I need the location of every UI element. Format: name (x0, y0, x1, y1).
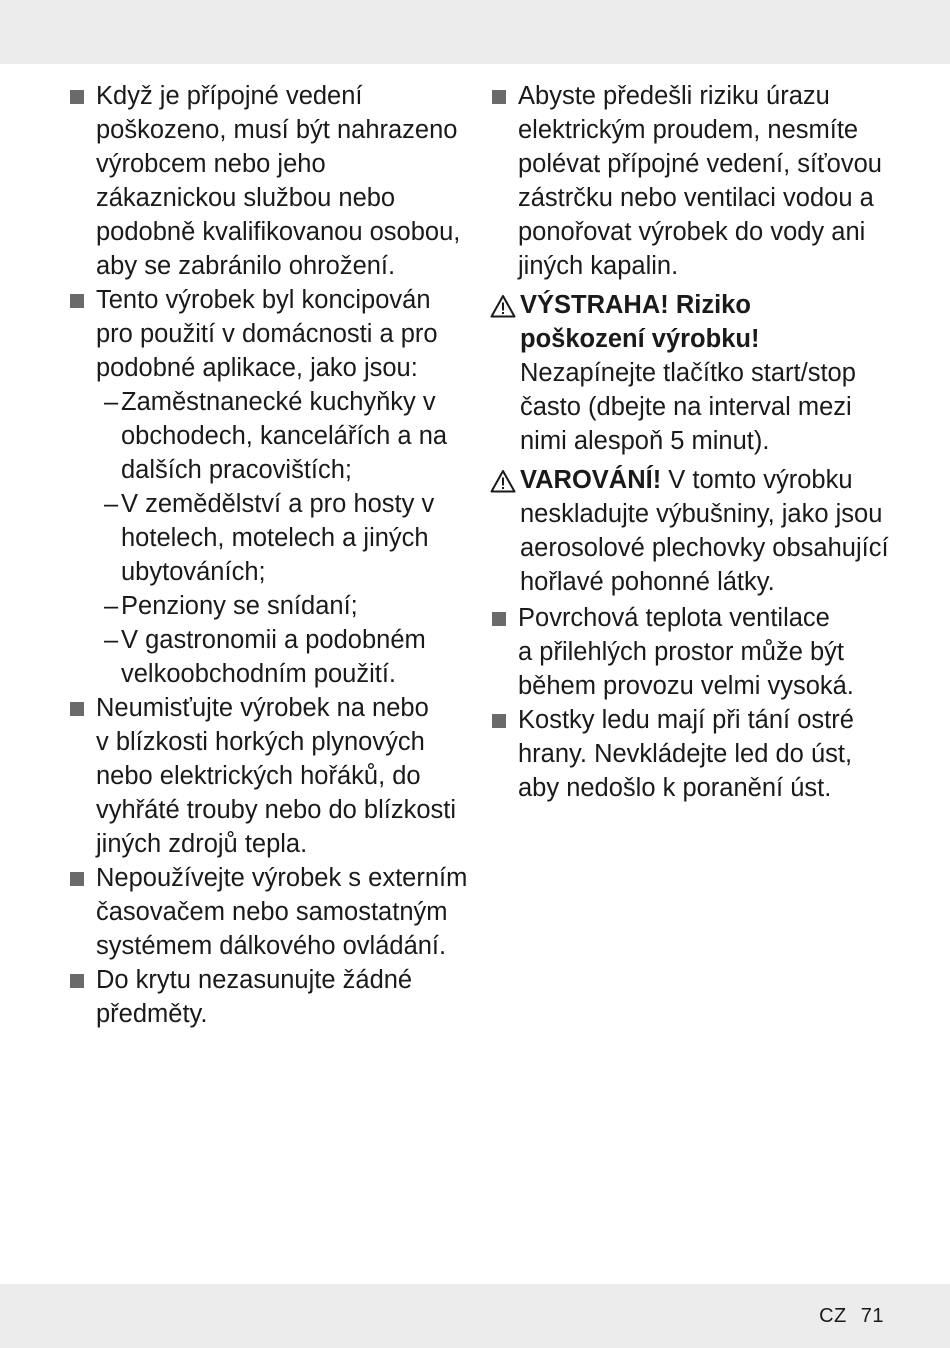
item-line: Když je přípojné vedení (96, 82, 363, 110)
page-footer (819, 1305, 884, 1328)
item-line: vyhřáté trouby nebo do blízkosti (96, 796, 457, 824)
page-number: 71 (860, 1305, 884, 1327)
item-line: podobné aplikace, jako jsou: (96, 354, 418, 382)
item-line: hořlavé pohonné látky. (520, 568, 775, 596)
list-item (490, 703, 895, 805)
item-line: často (dbejte na interval mezi (520, 393, 852, 421)
warning-triangle-icon (490, 294, 516, 318)
list-item (490, 79, 895, 283)
dash-marker: – (104, 490, 119, 518)
item-line: Zaměstnanecké kuchyňky v (121, 388, 436, 416)
item-line: nimi alespoň 5 minut). (520, 427, 770, 455)
warning-text: V tomto výrobku (668, 466, 853, 494)
square-bullet-icon (70, 974, 84, 988)
dash-marker: – (104, 592, 119, 620)
item-line: nebo elektrických hořáků, do (96, 762, 421, 790)
item-line: předměty. (96, 1000, 208, 1028)
warning-heading: VÝSTRAHA! Riziko (520, 291, 751, 319)
item-line: Neumisťujte výrobek na nebo (96, 694, 429, 722)
item-line: obchodech, kancelářích a na (121, 422, 448, 450)
square-bullet-icon (492, 612, 506, 626)
language-code: CZ (819, 1305, 847, 1327)
list-item (68, 79, 478, 283)
bottom-band (0, 1284, 950, 1348)
item-line: Povrchová teplota ventilace (518, 604, 830, 632)
square-bullet-icon (492, 714, 506, 728)
item-line: zástrčku nebo ventilaci vodou a (518, 184, 874, 212)
item-line: během provozu velmi vysoká. (518, 672, 854, 700)
item-line: jiných zdrojů tepla. (96, 830, 308, 858)
item-line: podobně kvalifikovanou osobou, (96, 218, 461, 246)
item-line: Nepoužívejte výrobek s externím (96, 864, 468, 892)
list-item (68, 861, 478, 963)
list-item (490, 601, 895, 703)
item-line: hrany. Nevkládejte led do úst, (518, 740, 853, 768)
item-line: ubytováních; (121, 558, 266, 586)
item-line: Penziony se snídaní; (121, 592, 358, 620)
dash-marker: – (104, 388, 119, 416)
item-line: systémem dálkového ovládání. (96, 932, 447, 960)
item-line: časovačem nebo samostatným (96, 898, 448, 926)
square-bullet-icon (70, 872, 84, 886)
item-line: Do krytu nezasunujte žádné (96, 966, 413, 994)
warning-heading: poškození výrobku! (520, 325, 760, 353)
top-band (0, 0, 950, 64)
warning-block-explosives (490, 463, 895, 599)
item-line: v blízkosti horkých plynových (96, 728, 425, 756)
item-line: aerosolové plechovky obsahující (520, 534, 889, 562)
item-line: Tento výrobek byl koncipován (96, 286, 431, 314)
item-line: hotelech, motelech a jiných (121, 524, 429, 552)
warning-triangle-icon (490, 469, 516, 493)
sub-list-item (68, 589, 478, 623)
item-line: V zemědělství a pro hosty v (121, 490, 435, 518)
list-item (68, 963, 478, 1031)
item-line (520, 463, 895, 497)
sub-list-item (68, 487, 478, 589)
list-item (68, 691, 478, 861)
right-column (490, 79, 895, 805)
sub-list-item (68, 623, 478, 691)
dash-marker: – (104, 626, 119, 654)
item-line: pro použití v domácnosti a pro (96, 320, 438, 348)
warning-block-damage (490, 288, 895, 458)
item-line: poškozeno, musí být nahrazeno (96, 116, 458, 144)
item-line: elektrickým proudem, nesmíte (518, 116, 859, 144)
item-line: Kostky ledu mají při tání ostré (518, 706, 854, 734)
item-line: ponořovat výrobek do vody ani (518, 218, 866, 246)
item-line: aby nedošlo k poranění úst. (518, 774, 832, 802)
item-line: Nezapínejte tlačítko start/stop (520, 359, 856, 387)
item-line: neskladujte výbušniny, jako jsou (520, 500, 883, 528)
item-line: polévat přípojné vedení, síťovou (518, 150, 882, 178)
item-line: velkoobchodním použití. (121, 660, 396, 688)
item-line: V gastronomii a podobném (121, 626, 426, 654)
item-line: aby se zabránilo ohrožení. (96, 252, 396, 280)
item-line: dalších pracovištích; (121, 456, 353, 484)
list-item (68, 283, 478, 385)
square-bullet-icon (70, 702, 84, 716)
item-line: a přilehlých prostor může být (518, 638, 844, 666)
item-line: Abyste předešli riziku úrazu (518, 82, 830, 110)
item-line: výrobcem nebo jeho (96, 150, 326, 178)
square-bullet-icon (70, 90, 84, 104)
left-column (68, 79, 478, 1031)
sub-list-item (68, 385, 478, 487)
warning-heading: VAROVÁNÍ! (520, 466, 662, 494)
item-line: zákaznickou službou nebo (96, 184, 396, 212)
item-line: jiných kapalin. (518, 252, 679, 280)
square-bullet-icon (70, 294, 84, 308)
square-bullet-icon (492, 90, 506, 104)
